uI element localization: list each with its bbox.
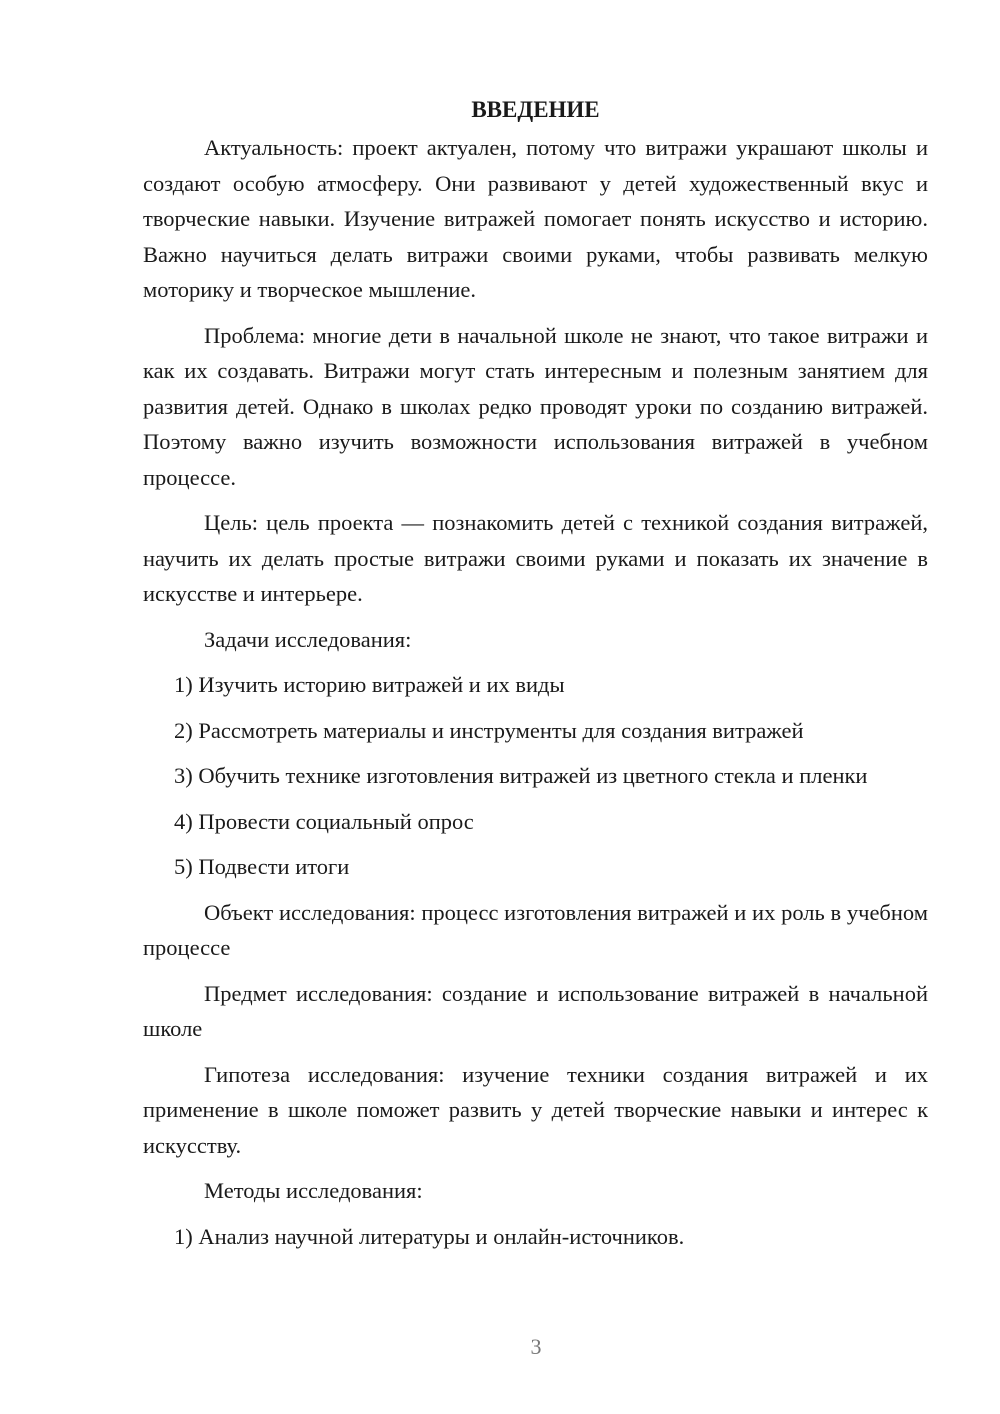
task-item: 4) Провести социальный опрос <box>174 808 474 834</box>
hypothesis-paragraph: Гипотеза исследования: изучение техники создания витражей и их применение в школе поможет развить у детей творческие навыки и интерес к искусству. <box>143 1061 928 1158</box>
object-paragraph: Объект исследования: процесс изготовления витражей и их роль в учебном процессе <box>143 899 928 960</box>
page-number: 3 <box>530 1334 542 1359</box>
tasks-heading: Задачи исследования: <box>204 626 412 652</box>
task-item: 3) Обучить технике изготовления витражей из цветного стекла и пленки <box>174 763 868 788</box>
problem-paragraph: Проблема: многие дети в начальной школе не знают, что такое витражи и как их создавать. Витражи могут стать интересным и полезным занятием для развития детей. Однако в школах редко проводят уроки по созданию витражей. Поэтому важно изучить возможности использования витражей в учебном процессе. <box>143 322 928 490</box>
task-item: 1) Изучить историю витражей и их виды <box>174 672 565 697</box>
task-item: 5) Подвести итоги <box>174 854 350 879</box>
document-page <box>143 92 928 1264</box>
method-item: 1) Анализ научной литературы и онлайн-источников. <box>174 1223 685 1249</box>
subject-paragraph: Предмет исследования: создание и использование витражей в начальной школе <box>143 980 928 1041</box>
methods-heading: Методы исследования: <box>204 1178 423 1203</box>
relevance-paragraph: Актуальность: проект актуален, потому что витражи украшают школы и создают особую атмосферу. Они развивают у детей художественный вкус и творческие навыки. Изучение витражей помогает понять искусство и историю. Важно научиться делать витражи своими руками, чтобы развивать мелкую моторику и творческое мышление. <box>143 135 928 302</box>
section-title: ВВЕДЕНИЕ <box>471 97 600 122</box>
task-item: 2) Рассмотреть материалы и инструменты для создания витражей <box>174 717 804 743</box>
goal-paragraph: Цель: цель проекта — познакомить детей с техникой создания витражей, научить их делать простые витражи своими руками и показать их значение в искусстве и интерьере. <box>143 510 928 606</box>
